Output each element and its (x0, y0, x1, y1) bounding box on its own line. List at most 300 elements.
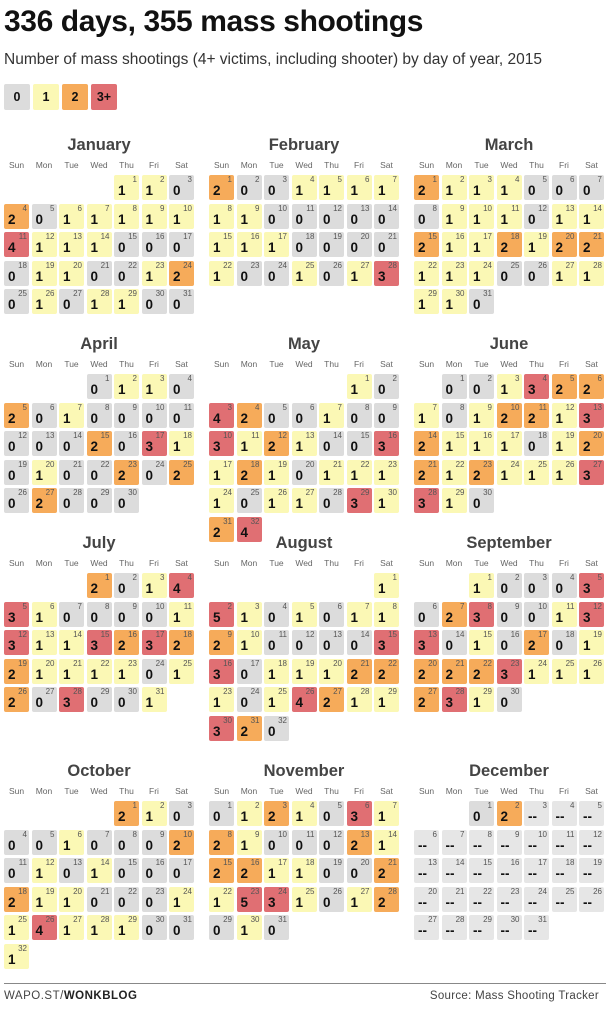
shooting-count: 1 (528, 467, 536, 483)
shooting-count: 0 (323, 866, 331, 881)
day-cell-july-17 (142, 630, 167, 655)
day-number: 20 (45, 459, 55, 469)
footer-credit[interactable] (4, 990, 137, 1002)
day-cell-january-21 (87, 261, 112, 286)
day-number: 10 (483, 203, 492, 213)
weekday-label: Thu (529, 359, 544, 369)
day-cell-august-27 (319, 687, 344, 712)
day-cell-january-12 (32, 232, 57, 257)
weekday-label: Wed (500, 359, 518, 369)
day-number: 28 (100, 289, 110, 298)
weekday-label: Wed (90, 558, 108, 568)
day-number: 14 (333, 431, 342, 440)
month-title-december: December (469, 762, 549, 780)
shooting-count: 0 (8, 837, 16, 853)
weekday-label: Wed (500, 786, 518, 796)
day-cell-october-25 (4, 915, 29, 940)
day-number: 15 (223, 858, 232, 867)
footer-credit-brand[interactable]: WONKBLOG (63, 990, 138, 1002)
shooting-count: 1 (350, 695, 359, 710)
shooting-count: 0 (350, 638, 359, 653)
shooting-count: 1 (63, 638, 71, 653)
day-number: 16 (388, 431, 397, 440)
shooting-count: 0 (63, 467, 71, 483)
weekday-label: Sat (585, 359, 598, 369)
day-number: 18 (278, 658, 287, 668)
weekday-label: Sat (380, 359, 393, 369)
day-cell-november-6 (347, 801, 372, 826)
day-number: 25 (305, 260, 315, 270)
day-number: 26 (538, 260, 547, 270)
day-cell-january-6 (59, 204, 84, 229)
shooting-count: 1 (583, 638, 591, 653)
shooting-count: 2 (240, 467, 249, 483)
day-cell-january-3 (169, 175, 194, 200)
day-number: 26 (45, 915, 55, 924)
day-number: 31 (223, 516, 232, 526)
weekday-label: Fri (354, 558, 364, 568)
day-cell-august-19 (292, 659, 317, 684)
day-cell-february-27 (347, 261, 372, 286)
shooting-count: 1 (118, 666, 126, 682)
shooting-count: 1 (145, 382, 154, 397)
shooting-count: 1 (583, 211, 591, 227)
shooting-count: 3 (213, 723, 221, 739)
day-cell-june-16 (469, 431, 494, 456)
shooting-count: 0 (213, 809, 221, 824)
weekday-label: Mon (35, 359, 53, 369)
weekday-label: Sun (8, 160, 25, 170)
day-number: 19 (278, 459, 287, 469)
day-cell-june-11 (524, 403, 549, 428)
shooting-count: 2 (418, 695, 426, 710)
day-cell-october-17 (169, 858, 194, 883)
day-cell-april-4 (169, 374, 194, 399)
day-cell-december-29 (469, 915, 494, 940)
shooting-count: 1 (378, 837, 386, 853)
shooting-count: 0 (295, 211, 304, 227)
day-cell-december-8 (469, 830, 494, 855)
day-cell-july-14 (59, 630, 84, 655)
shooting-count: 2 (213, 638, 221, 653)
day-number: 30 (155, 289, 165, 298)
shooting-count: 0 (528, 581, 536, 596)
day-number: 13 (360, 829, 370, 839)
weekday-label: Tue (474, 160, 489, 170)
shooting-count: 1 (63, 894, 71, 910)
shooting-count: 1 (173, 609, 181, 625)
day-cell-june-28 (414, 488, 439, 513)
weekday-label: Fri (149, 359, 159, 369)
day-number: 19 (593, 630, 602, 639)
shooting-count: 0 (118, 695, 126, 710)
day-number: 1 (227, 801, 232, 810)
day-number: 4 (187, 573, 192, 582)
shooting-count: 0 (8, 866, 16, 881)
day-number: 30 (128, 488, 137, 497)
day-cell-april-29 (87, 488, 112, 513)
day-cell-may-11 (237, 431, 262, 456)
weekday-label: Sun (418, 359, 435, 369)
shooting-count: 2 (528, 638, 536, 653)
day-cell-may-10 (209, 431, 234, 456)
day-cell-july-24 (142, 659, 167, 684)
day-number: 25 (18, 289, 27, 298)
day-cell-february-23 (237, 261, 262, 286)
day-number: 18 (18, 886, 27, 896)
day-cell-march-29 (414, 289, 439, 314)
day-number: 10 (183, 203, 192, 213)
day-cell-august-32 (264, 716, 289, 741)
day-cell-june-18 (524, 431, 549, 456)
day-cell-march-19 (524, 232, 549, 257)
day-number: 24 (183, 886, 192, 896)
day-cell-july-15 (87, 630, 112, 655)
weekday-label: Fri (354, 786, 364, 796)
day-cell-march-16 (442, 232, 467, 257)
day-cell-june-8 (442, 403, 467, 428)
day-number: 14 (388, 203, 397, 213)
day-number: 3 (282, 175, 287, 184)
day-cell-august-12 (292, 630, 317, 655)
day-number: 20 (593, 431, 602, 440)
day-cell-october-30 (142, 915, 167, 940)
day-cell-july-20 (32, 659, 57, 684)
day-cell-august-14 (347, 630, 372, 655)
footer-credit-prefix[interactable]: WAPO.ST/ (4, 990, 64, 1002)
day-number: 30 (128, 687, 137, 696)
shooting-count: 3 (145, 439, 154, 454)
day-cell-september-29 (469, 687, 494, 712)
day-number: 26 (593, 886, 602, 896)
day-cell-november-21 (374, 858, 399, 883)
day-number: 29 (455, 488, 465, 497)
shooting-count: 0 (445, 410, 454, 426)
day-cell-september-10 (524, 602, 549, 627)
day-cell-july-13 (32, 630, 57, 655)
day-cell-july-11 (169, 602, 194, 627)
shooting-count: 0 (378, 410, 386, 426)
shooting-count: 0 (528, 609, 536, 625)
day-number: 8 (365, 402, 370, 412)
day-cell-october-18 (4, 887, 29, 912)
shooting-count: 0 (145, 410, 154, 426)
day-cell-december-16 (497, 858, 522, 883)
day-number: 4 (570, 801, 575, 810)
shooting-count: -- (528, 866, 537, 881)
shooting-count: 0 (240, 496, 249, 511)
day-cell-september-15 (469, 630, 494, 655)
day-number: 3 (542, 801, 547, 810)
shooting-count: 0 (268, 837, 276, 853)
shooting-count: 3 (528, 382, 536, 397)
shooting-count: 1 (378, 496, 386, 511)
day-number: 22 (100, 658, 110, 668)
day-cell-july-7 (59, 602, 84, 627)
day-cell-july-2 (114, 573, 139, 598)
day-number: 29 (360, 488, 370, 497)
weekday-label: Sun (213, 359, 230, 369)
shooting-count: 2 (555, 382, 564, 397)
day-number: 16 (510, 630, 520, 639)
day-cell-november-26 (319, 887, 344, 912)
shooting-count: 4 (295, 695, 304, 710)
day-cell-may-29 (347, 488, 372, 513)
day-cell-december-26 (579, 887, 604, 912)
shooting-count: 0 (445, 382, 454, 397)
day-cell-february-25 (292, 261, 317, 286)
shooting-count: 0 (8, 297, 16, 312)
day-cell-november-11 (292, 830, 317, 855)
shooting-count: 1 (213, 695, 221, 710)
day-cell-may-26 (264, 488, 289, 513)
day-cell-december-13 (414, 858, 439, 883)
shooting-count: 1 (268, 240, 276, 255)
day-cell-june-26 (552, 460, 577, 485)
shooting-count: 1 (240, 809, 249, 824)
day-number: 2 (160, 801, 165, 810)
weekday-label: Thu (119, 558, 134, 568)
shooting-count: 0 (323, 496, 331, 511)
weekday-label: Sat (175, 160, 188, 170)
shooting-count: 1 (118, 211, 126, 227)
shooting-count: 5 (213, 609, 221, 625)
weekday-label: Sat (585, 558, 598, 568)
day-number: 11 (306, 829, 315, 839)
day-number: 23 (128, 658, 137, 668)
day-number: 29 (100, 687, 110, 696)
shooting-count: 1 (90, 240, 99, 255)
day-cell-january-1 (114, 175, 139, 200)
day-number: 13 (360, 203, 370, 213)
day-number: 21 (100, 886, 110, 896)
day-number: 15 (388, 630, 397, 639)
shooting-count: 0 (528, 183, 536, 198)
shooting-count: 3 (583, 581, 591, 596)
shooting-count: -- (445, 923, 455, 938)
day-cell-june-13 (579, 403, 604, 428)
shooting-count: 0 (323, 268, 331, 284)
shooting-count: -- (528, 923, 537, 938)
day-cell-march-7 (579, 175, 604, 200)
shooting-count: 2 (118, 467, 126, 483)
shooting-count: 0 (473, 496, 481, 511)
shooting-count: 1 (8, 951, 16, 967)
shooting-count: 2 (445, 609, 454, 625)
shooting-count: 1 (295, 496, 304, 511)
weekday-label: Fri (149, 558, 159, 568)
day-cell-october-1 (114, 801, 139, 826)
day-cell-september-27 (414, 687, 439, 712)
shooting-count: 1 (213, 240, 221, 255)
weekday-label: Tue (474, 786, 489, 796)
day-cell-november-2 (237, 801, 262, 826)
shooting-count: 1 (473, 439, 481, 454)
shooting-count: 1 (268, 467, 276, 483)
day-number: 1 (487, 573, 492, 582)
shooting-count: 1 (35, 666, 44, 682)
shooting-count: 2 (583, 382, 591, 397)
day-cell-april-28 (59, 488, 84, 513)
shooting-count: 2 (173, 837, 181, 853)
weekday-label: Sun (8, 786, 25, 796)
day-number: 8 (392, 601, 397, 611)
shooting-count: 2 (118, 809, 126, 824)
day-cell-october-27 (59, 915, 84, 940)
day-number: 8 (227, 829, 232, 839)
day-cell-september-11 (552, 602, 577, 627)
day-cell-may-7 (319, 403, 344, 428)
day-number: 22 (483, 658, 492, 668)
day-cell-november-19 (319, 858, 344, 883)
shooting-count: 1 (240, 837, 249, 853)
day-cell-april-17 (142, 431, 167, 456)
day-cell-march-10 (469, 204, 494, 229)
day-number: 20 (428, 658, 437, 668)
day-cell-september-26 (579, 659, 604, 684)
weekday-label: Tue (474, 359, 489, 369)
shooting-count: 0 (145, 894, 154, 910)
day-number: 21 (360, 658, 370, 668)
day-number: 13 (305, 431, 315, 440)
day-number: 14 (100, 232, 110, 241)
day-cell-september-17 (524, 630, 549, 655)
shooting-count: 2 (8, 894, 16, 910)
shooting-count: 1 (473, 268, 481, 284)
day-cell-september-7 (442, 602, 467, 627)
day-number: 1 (460, 374, 465, 383)
day-number: 11 (183, 601, 192, 611)
shooting-count: 1 (445, 268, 454, 284)
shooting-count: 1 (473, 638, 481, 653)
shooting-count: 1 (473, 183, 481, 198)
day-cell-february-10 (264, 204, 289, 229)
shooting-count: 1 (173, 439, 181, 454)
day-number: 15 (100, 431, 110, 440)
day-cell-november-29 (209, 915, 234, 940)
day-number: 18 (250, 459, 260, 469)
shooting-count: 1 (350, 609, 359, 625)
day-cell-june-5 (552, 374, 577, 399)
day-number: 20 (305, 459, 315, 469)
shooting-count: 0 (268, 723, 276, 739)
shooting-count: 0 (323, 638, 331, 653)
day-cell-april-27 (32, 488, 57, 513)
weekday-label: Mon (240, 786, 258, 796)
shooting-count: 0 (323, 609, 331, 625)
day-number: 20 (73, 260, 82, 270)
shooting-count: 0 (118, 439, 126, 454)
day-number: 5 (337, 175, 342, 184)
shooting-count: 2 (118, 638, 126, 653)
shooting-count: 1 (295, 894, 304, 910)
day-cell-september-6 (414, 602, 439, 627)
day-number: 21 (388, 232, 397, 241)
day-cell-august-8 (374, 602, 399, 627)
day-number: 23 (483, 459, 492, 469)
day-cell-august-3 (237, 602, 262, 627)
day-cell-january-4 (4, 204, 29, 229)
shooting-count: 0 (350, 410, 359, 426)
day-cell-october-5 (32, 830, 57, 855)
shooting-count: 2 (213, 837, 221, 853)
day-number: 30 (510, 687, 520, 696)
day-number: 14 (73, 431, 82, 440)
day-cell-november-4 (292, 801, 317, 826)
day-number: 28 (455, 915, 465, 924)
shooting-count: 0 (240, 666, 249, 682)
day-cell-october-19 (32, 887, 57, 912)
weekday-label: Thu (324, 786, 339, 796)
day-number: 17 (483, 232, 492, 241)
day-cell-january-18 (4, 261, 29, 286)
day-cell-december-22 (469, 887, 494, 912)
day-number: 9 (255, 203, 260, 213)
day-number: 26 (333, 886, 342, 896)
weekday-label: Fri (559, 786, 569, 796)
weekday-label: Sun (418, 558, 435, 568)
day-cell-august-20 (319, 659, 344, 684)
shooting-count: 1 (555, 211, 564, 227)
shooting-count: 2 (418, 666, 426, 682)
day-cell-september-18 (552, 630, 577, 655)
weekday-label: Thu (529, 160, 544, 170)
day-number: 15 (428, 232, 437, 241)
weekday-label: Sun (213, 160, 230, 170)
shooting-count: 1 (145, 695, 154, 710)
shooting-count: 1 (473, 410, 481, 426)
shooting-count: 1 (555, 268, 564, 284)
day-cell-december-1 (469, 801, 494, 826)
day-number: 27 (428, 687, 437, 696)
day-cell-january-8 (114, 204, 139, 229)
day-number: 9 (487, 402, 492, 412)
day-number: 17 (278, 232, 287, 241)
shooting-count: 1 (35, 268, 44, 284)
shooting-count: 1 (8, 923, 16, 938)
shooting-count: 1 (295, 809, 304, 824)
day-number: 27 (565, 260, 575, 270)
day-cell-march-1 (414, 175, 439, 200)
day-cell-october-15 (114, 858, 139, 883)
day-number: 2 (160, 175, 165, 184)
day-number: 14 (388, 829, 397, 839)
weekday-label: Mon (445, 359, 463, 369)
day-number: 24 (483, 260, 492, 270)
day-cell-may-9 (374, 403, 399, 428)
shooting-count: 1 (90, 297, 99, 312)
weekday-label: Thu (324, 359, 339, 369)
day-number: 31 (250, 715, 260, 725)
shooting-count: 1 (63, 268, 71, 284)
shooting-count: -- (583, 837, 592, 853)
day-number: 31 (538, 915, 547, 924)
day-cell-october-7 (87, 830, 112, 855)
day-cell-april-1 (87, 374, 112, 399)
day-cell-march-18 (497, 232, 522, 257)
shooting-count: 0 (145, 467, 154, 483)
day-number: 15 (483, 858, 492, 867)
shooting-count: 2 (378, 666, 386, 682)
shooting-count: 2 (240, 866, 249, 881)
day-cell-march-31 (469, 289, 494, 314)
shooting-count: 0 (350, 439, 359, 454)
day-number: 10 (278, 203, 287, 213)
day-number: 19 (565, 431, 575, 440)
day-cell-november-25 (292, 887, 317, 912)
legend-swatch-3: 3+ (91, 84, 117, 110)
day-cell-december-25 (552, 887, 577, 912)
